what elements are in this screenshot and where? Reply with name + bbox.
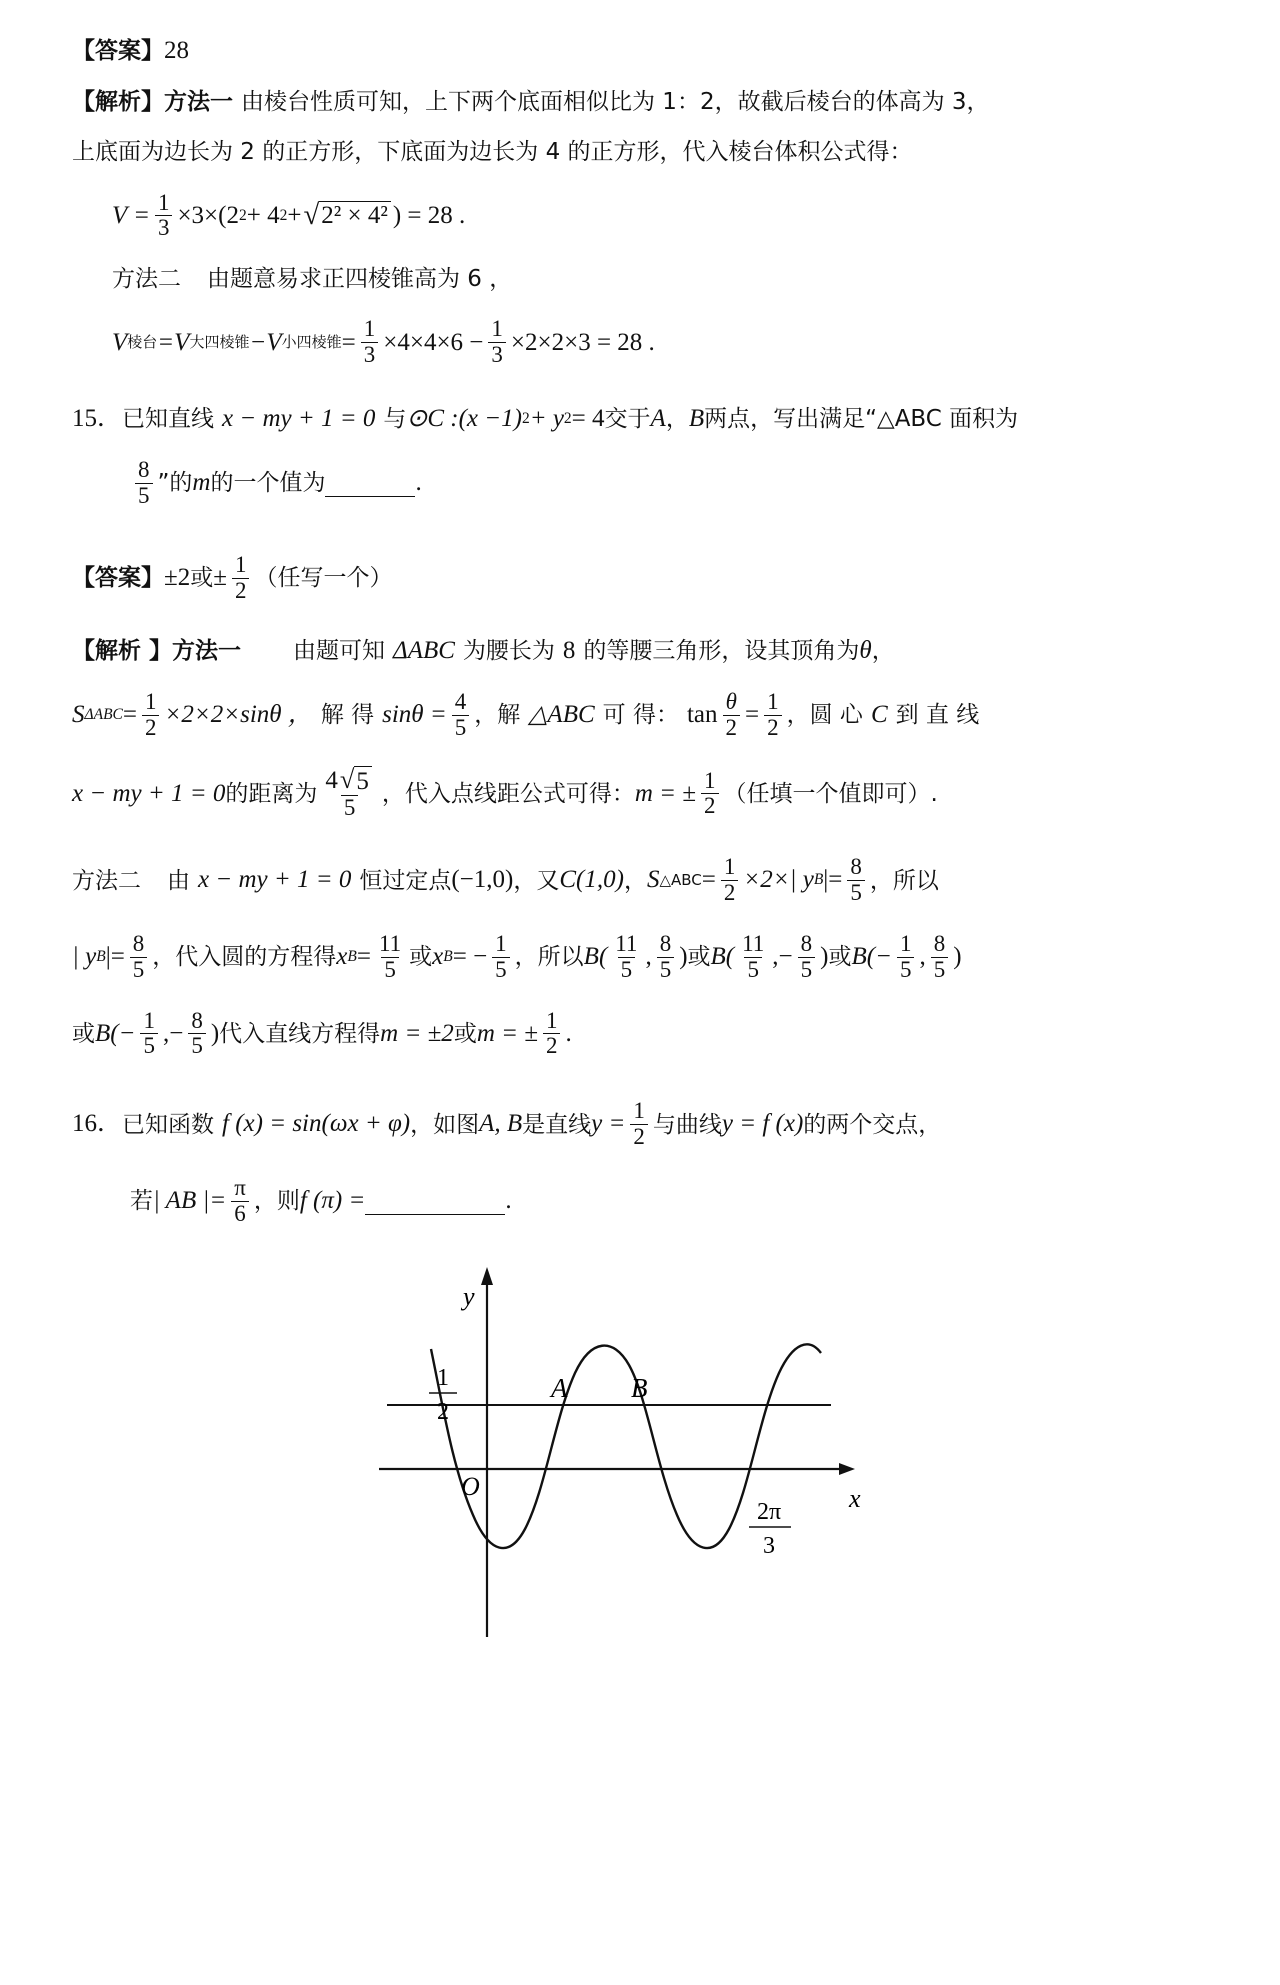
v-main: V — [112, 328, 128, 356]
m-value-2: m = ± — [476, 1019, 538, 1047]
method-one-label: 方法一 — [164, 89, 233, 116]
method-two-label: 方法二 — [112, 266, 181, 293]
sol2-yb-sub: B — [813, 871, 824, 889]
frac-numerator: 1 — [704, 767, 716, 793]
sol2-l3-end: . — [565, 1019, 572, 1047]
frac-numerator: 11 — [742, 930, 765, 956]
sol2-fixed-point: (−1,0) — [451, 866, 514, 894]
q15-sol1-theta: θ — [859, 636, 872, 664]
frac-numerator: 1 — [545, 1007, 558, 1033]
frac-denominator: 5 — [798, 957, 816, 983]
q15-variable-m: m — [192, 469, 211, 497]
v-mid1: ×4×4×6 − — [383, 328, 484, 356]
fraction-1-2-e — [543, 1009, 561, 1060]
s-triangle: △ABC — [528, 701, 595, 728]
q15-text-f: 的一个值为 — [210, 470, 326, 497]
q15-solution-2-line-1 — [72, 855, 1185, 906]
frac-denominator: 5 — [135, 483, 153, 509]
sol2-mid2: |= — [823, 866, 843, 894]
frac-denominator: 3 — [155, 215, 173, 241]
s-tan: tan — [686, 701, 718, 728]
xb2-eq: = − — [452, 943, 488, 971]
fraction-8-5-b — [847, 855, 865, 906]
xb: x — [336, 943, 348, 971]
analysis-label: 【解析】 — [72, 89, 164, 116]
sol2-center-c: C(1,0) — [559, 866, 624, 894]
fraction-1-2-d — [721, 855, 739, 906]
s-point-c: C — [870, 701, 888, 728]
frac-denominator: 2 — [232, 578, 250, 604]
frac-numerator: 1 — [899, 930, 912, 956]
answer-15-pm-sign: ± — [213, 564, 227, 592]
s-t1: 解 得 — [320, 702, 375, 729]
q15-comma: ， — [665, 406, 689, 433]
origin-label: O — [460, 1471, 480, 1501]
xb2: x — [432, 943, 444, 971]
fraction-1-2-f — [630, 1099, 648, 1150]
fraction-one-third — [155, 191, 173, 242]
q15-sol1-t1: 由题可知 — [293, 637, 386, 664]
radical-sign: √ — [339, 764, 355, 795]
point-b2-open: B( — [710, 943, 735, 971]
analysis-label-15: 【解析 】 — [72, 637, 173, 664]
sol2-s-sub: △ABC — [659, 870, 702, 889]
sol2-l3-or: 或 — [72, 1020, 95, 1047]
v-small-sub: 小四棱锥 — [281, 332, 342, 351]
frac-denominator: 5 — [618, 957, 636, 983]
frac-numerator: 11 — [615, 930, 638, 956]
frac-denominator: 3 — [488, 342, 506, 368]
question-15-line-2 — [72, 458, 1185, 509]
point-b3-comma: , — [919, 943, 926, 971]
frac-numerator: 1 — [495, 930, 507, 956]
v-big-sub: 大四棱锥 — [189, 332, 250, 351]
sqrt-symbol — [340, 766, 372, 795]
frac-numerator: π — [234, 1174, 246, 1200]
q15-exp-a: 2 — [521, 409, 530, 427]
figure-sine-curve — [72, 1257, 1185, 1647]
point-b2-close: ) — [820, 943, 829, 971]
q16-period: . — [505, 1187, 512, 1215]
formula-sqrt-open: + — [287, 201, 302, 229]
q15-sol1-t3: 的等腰三角形，设其顶角为 — [583, 637, 860, 664]
frac-denominator: 2 — [701, 793, 719, 819]
yb-comma: ， — [152, 944, 176, 971]
frac-numerator: θ — [725, 688, 737, 714]
xb-sub: B — [347, 948, 357, 966]
frac-denominator: 2 — [723, 715, 741, 741]
s-label: S — [72, 701, 85, 728]
analysis-line-1 — [72, 90, 1185, 114]
frac-numerator: 8 — [132, 930, 145, 956]
sol2-line-eq: x − my + 1 = 0 — [198, 866, 352, 894]
frac-denominator: 5 — [492, 957, 510, 983]
q15-solution-2-line-3 — [72, 1009, 1185, 1060]
sol2-t3: 又 — [536, 867, 560, 894]
q16-l2-t2: 则 — [276, 1188, 300, 1215]
fraction-8-5-g — [188, 1009, 206, 1060]
frac-numerator: 11 — [378, 930, 402, 956]
method-one-label-15: 方法一 — [172, 637, 242, 664]
q16-t3: 是直线 — [522, 1111, 592, 1138]
sol2-l3-text: 代入直线方程得 — [219, 1020, 381, 1047]
answer-label: 【答案】 — [72, 38, 164, 65]
question-16-line-2 — [72, 1176, 1185, 1227]
v-main-sub: 棱台 — [127, 332, 158, 351]
frac-numerator: 1 — [767, 688, 779, 714]
m-equation: m = ± — [634, 779, 697, 807]
xb-comma2: ， — [514, 944, 538, 971]
yb-sub: B — [96, 948, 106, 966]
s-t4: 圆 心 — [809, 702, 863, 729]
q16-y-fx: y = f (x) — [721, 1110, 804, 1138]
frac-denominator: 5 — [744, 957, 762, 983]
q16-t1: 已知函数 — [122, 1111, 215, 1138]
s-eq: = — [122, 701, 137, 728]
point-b4-close: ) — [210, 1019, 220, 1047]
frac-numerator: 1 — [363, 316, 376, 342]
frac-denominator: 2 — [142, 715, 160, 741]
radical-sign: √ — [303, 199, 320, 232]
fraction-pi-6 — [231, 1176, 249, 1227]
frac-numerator: 8 — [191, 1007, 203, 1033]
q15-period: . — [415, 469, 422, 497]
point-b1-open: B( — [583, 943, 608, 971]
dist-text-2: 代入点线距公式可得： — [404, 780, 635, 807]
q15-sol1-eight: 8 — [562, 636, 576, 664]
answer-line-15 — [72, 553, 1185, 604]
frac-denominator: 5 — [341, 795, 359, 821]
s-mid: ×2×2×sinθ ， — [164, 701, 313, 728]
fraction-11-5-b — [612, 932, 640, 983]
frac-numerator: 1 — [144, 688, 157, 714]
point-b3-open: B(− — [851, 943, 892, 971]
y-half-numerator: 1 — [436, 1364, 449, 1391]
sol2-comma: ， — [513, 867, 537, 894]
question-number-15: 15． — [72, 404, 123, 432]
q16-l2-t1: 若 — [130, 1188, 153, 1215]
frac-numerator — [322, 766, 377, 795]
fraction-11-5-c — [739, 932, 767, 983]
frac-denominator: 5 — [130, 957, 148, 983]
analysis-line-2 — [72, 140, 1185, 164]
q15-sol1-comma: ， — [871, 637, 895, 664]
formula-lhs: V = — [112, 201, 150, 229]
q15-point-a: A — [650, 404, 666, 432]
xb2-sub: B — [443, 948, 453, 966]
frac-numerator: 8 — [850, 854, 862, 880]
q15-sol1-triangle: ΔABC — [393, 636, 455, 664]
point-b4-open: B(− — [95, 1019, 136, 1047]
yb-abs: | y — [72, 943, 97, 971]
q16-ab-length: | AB |= — [153, 1187, 227, 1215]
q15-circle-label: ⊙C : — [406, 404, 459, 432]
xb-or: 或 — [409, 944, 433, 971]
s-t2: 解 — [497, 702, 521, 729]
y-axis-label: y — [462, 1281, 475, 1311]
v-eq: =V — [157, 328, 190, 356]
fraction-4root5-5 — [322, 766, 377, 821]
s-t5: 到 直 线 — [895, 702, 980, 729]
xb-eq: = — [356, 943, 371, 971]
s-comma: ， — [474, 702, 498, 729]
s-sub: ΔABC — [84, 705, 123, 723]
frac-denominator: 2 — [721, 880, 739, 906]
sol2-l3-or2: 或 — [453, 1020, 477, 1047]
fraction-8-5-e — [798, 932, 816, 983]
q16-l2-comma: ， — [253, 1188, 277, 1215]
s-comma2: ， — [786, 702, 810, 729]
point-b3-close: ) — [953, 943, 962, 971]
q16-y-eq: y = — [591, 1110, 626, 1138]
point-a-label: A — [550, 1372, 567, 1403]
x-axis-label: x — [848, 1483, 861, 1513]
frac-numerator: 8 — [659, 930, 672, 956]
q16-t5: 的两个交点， — [803, 1111, 942, 1138]
q15-solution-1-line-1 — [72, 638, 1185, 664]
fraction-1-2-a — [142, 690, 160, 741]
q16-t4: 与曲线 — [652, 1111, 722, 1138]
line-equation: x − my + 1 = 0 — [72, 779, 226, 807]
analysis-text-2: 上底面为边长为 2 的正方形，下底面为边长为 4 的正方形，代入棱台体积公式得： — [72, 139, 913, 166]
fraction-1-5-b — [897, 932, 915, 983]
m-value-1: m = ±2 — [380, 1019, 454, 1047]
dist-note: （任填一个值即可）. — [723, 780, 938, 807]
fraction-1-2-c — [701, 769, 719, 820]
sol2-comma2: ， — [623, 867, 647, 894]
q15-text-e: ”的 — [157, 470, 193, 497]
frac-numerator: 1 — [723, 854, 736, 880]
fraction-1-5 — [492, 932, 510, 983]
fraction-8-5-c — [130, 932, 148, 983]
point-b2-comma: ,− — [772, 943, 793, 971]
point-b-label: B — [630, 1372, 647, 1403]
answer-15-note: （任写一个） — [254, 565, 393, 592]
q15-exp-b: 2 — [563, 409, 572, 427]
q16-answer-blank[interactable] — [365, 1188, 505, 1215]
s-t3: 可 得： — [602, 702, 679, 729]
point-or3: 或 — [828, 944, 852, 971]
q16-f-pi: f (π) = — [299, 1187, 366, 1215]
frac-denominator: 5 — [897, 957, 915, 983]
answer-value-14: 28 — [164, 37, 189, 64]
q15-text-d: 两点，写出满足“△ABC 面积为 — [704, 406, 1019, 433]
frac-denominator: 5 — [381, 957, 399, 983]
answer-label-15: 【答案】 — [72, 565, 164, 592]
method-two-label-15: 方法二 — [72, 867, 141, 894]
sol2-t1: 由 — [167, 867, 190, 894]
frac-numerator: 1 — [633, 1098, 645, 1124]
yb-eq: |= — [105, 943, 125, 971]
frac-numerator: 8 — [138, 457, 150, 483]
q15-sol1-t2: 为腰长为 — [462, 637, 555, 664]
q16-comma: ， — [410, 1111, 434, 1138]
v-mid2: ×2×2×3 = 28 . — [510, 328, 655, 356]
frac-denominator: 5 — [140, 1033, 158, 1059]
q15-text-c: 交于 — [604, 406, 651, 433]
q15-solution-1-line-2 — [72, 690, 1185, 741]
formula-close: ) = 28 . — [392, 201, 466, 229]
q16-t2: 如图 — [433, 1111, 480, 1138]
frac-numerator: 1 — [234, 551, 247, 577]
question-number-16: 16． — [72, 1110, 123, 1138]
q15-equation-line: x − my + 1 = 0 — [222, 404, 376, 432]
fraction-8-5 — [135, 458, 153, 509]
sol2-comma3: ， — [869, 867, 893, 894]
fraction-1-3-a — [361, 317, 379, 368]
frac-denominator: 2 — [764, 715, 782, 741]
analysis-text-1: 由棱台性质可知，上下两个底面相似比为 1：2，故截后棱台的体高为 3， — [241, 89, 990, 116]
q15-solution-2-line-2 — [72, 932, 1185, 983]
question-15-line-1 — [72, 406, 1185, 432]
frac-denominator: 5 — [657, 957, 675, 983]
question-16-line-1 — [72, 1099, 1185, 1150]
num-coefficient: 4 — [325, 767, 338, 795]
frac-denominator: 6 — [231, 1201, 249, 1227]
q15-answer-blank[interactable] — [325, 470, 415, 497]
dist-comma: ， — [381, 780, 405, 807]
formula-plus: + 4 — [246, 201, 280, 229]
answer-line-14 — [72, 38, 1185, 64]
radicand: 5 — [354, 766, 372, 795]
frac-numerator: 1 — [157, 189, 170, 215]
frac-denominator: 5 — [452, 715, 470, 741]
analysis-line-method-two — [72, 267, 1185, 291]
dist-text: 的距离为 — [225, 780, 318, 807]
x-tick-numerator: 2π — [756, 1498, 781, 1525]
frac-denominator: 3 — [361, 342, 379, 368]
v-minus: −V — [249, 328, 282, 356]
answer-15-or: 或 — [190, 565, 214, 592]
frac-denominator: 5 — [931, 957, 949, 983]
frac-numerator: 8 — [933, 930, 946, 956]
fraction-1-2-b — [764, 690, 782, 741]
y-axis-arrow — [481, 1267, 493, 1285]
radicand: 2² × 4² — [319, 201, 391, 230]
sol2-t2: 恒过定点 — [359, 867, 452, 894]
sine-plot-svg — [369, 1257, 889, 1647]
yb-text: 代入圆的方程得 — [175, 944, 337, 971]
q15-point-b: B — [688, 404, 705, 432]
sol2-eq2: = — [701, 866, 716, 894]
exponent-2: 2 — [279, 206, 288, 224]
q15-circle-eq-a: (x −1) — [458, 404, 522, 432]
formula-volume-1 — [72, 191, 1185, 242]
frac-numerator: 8 — [800, 930, 813, 956]
fraction-1-2 — [232, 553, 250, 604]
sqrt-symbol — [303, 201, 390, 230]
v-eq2: = — [341, 328, 356, 356]
frac-denominator: 5 — [188, 1033, 206, 1059]
point-b4-comma: ,− — [162, 1019, 184, 1047]
q15-circle-eq-b: + y — [529, 404, 564, 432]
point-b1-close: ) — [679, 943, 688, 971]
formula-volume-2 — [72, 317, 1185, 368]
fraction-8-5-d — [657, 932, 675, 983]
y-half-denominator: 2 — [436, 1398, 449, 1425]
formula-mid: ×3×(2 — [177, 201, 239, 229]
q15-text-b: 与 — [383, 406, 407, 433]
x-axis-arrow — [839, 1463, 855, 1475]
exponent-1: 2 — [238, 206, 247, 224]
q15-solution-1-line-3 — [72, 766, 1185, 821]
answer-15-value-1: ±2 — [164, 564, 191, 592]
q16-function: f (x) = sin(ωx + φ) — [222, 1110, 411, 1138]
q16-points-ab: A, B — [479, 1110, 523, 1138]
fraction-8-5-f — [931, 932, 949, 983]
fraction-1-5-c — [140, 1009, 158, 1060]
q15-circle-eq-c: = 4 — [571, 404, 605, 432]
s-sin: sinθ = — [382, 701, 447, 728]
frac-numerator: 1 — [143, 1007, 155, 1033]
fraction-theta-2 — [723, 690, 741, 741]
sol2-mid: ×2×| y — [743, 866, 814, 894]
method-two-text: 由题意易求正四棱锥高为 6 ， — [207, 266, 513, 293]
sol2-s: S — [646, 866, 660, 894]
fraction-4-5 — [452, 690, 470, 741]
fraction-11-5 — [376, 932, 404, 983]
point-b1-comma: , — [645, 943, 652, 971]
s-eq2: = — [745, 701, 760, 728]
q15-text-a: 已知直线 — [122, 406, 215, 433]
xb-text2: 所以 — [537, 944, 584, 971]
frac-denominator: 5 — [847, 880, 865, 906]
frac-denominator: 2 — [630, 1124, 648, 1150]
x-tick-denominator: 3 — [762, 1532, 775, 1559]
fraction-1-3-b — [488, 317, 506, 368]
sol2-t4: 所以 — [892, 867, 939, 894]
point-or2: 或 — [687, 944, 711, 971]
frac-numerator: 4 — [454, 688, 467, 714]
frac-numerator: 1 — [491, 316, 503, 342]
frac-denominator: 2 — [543, 1033, 561, 1059]
